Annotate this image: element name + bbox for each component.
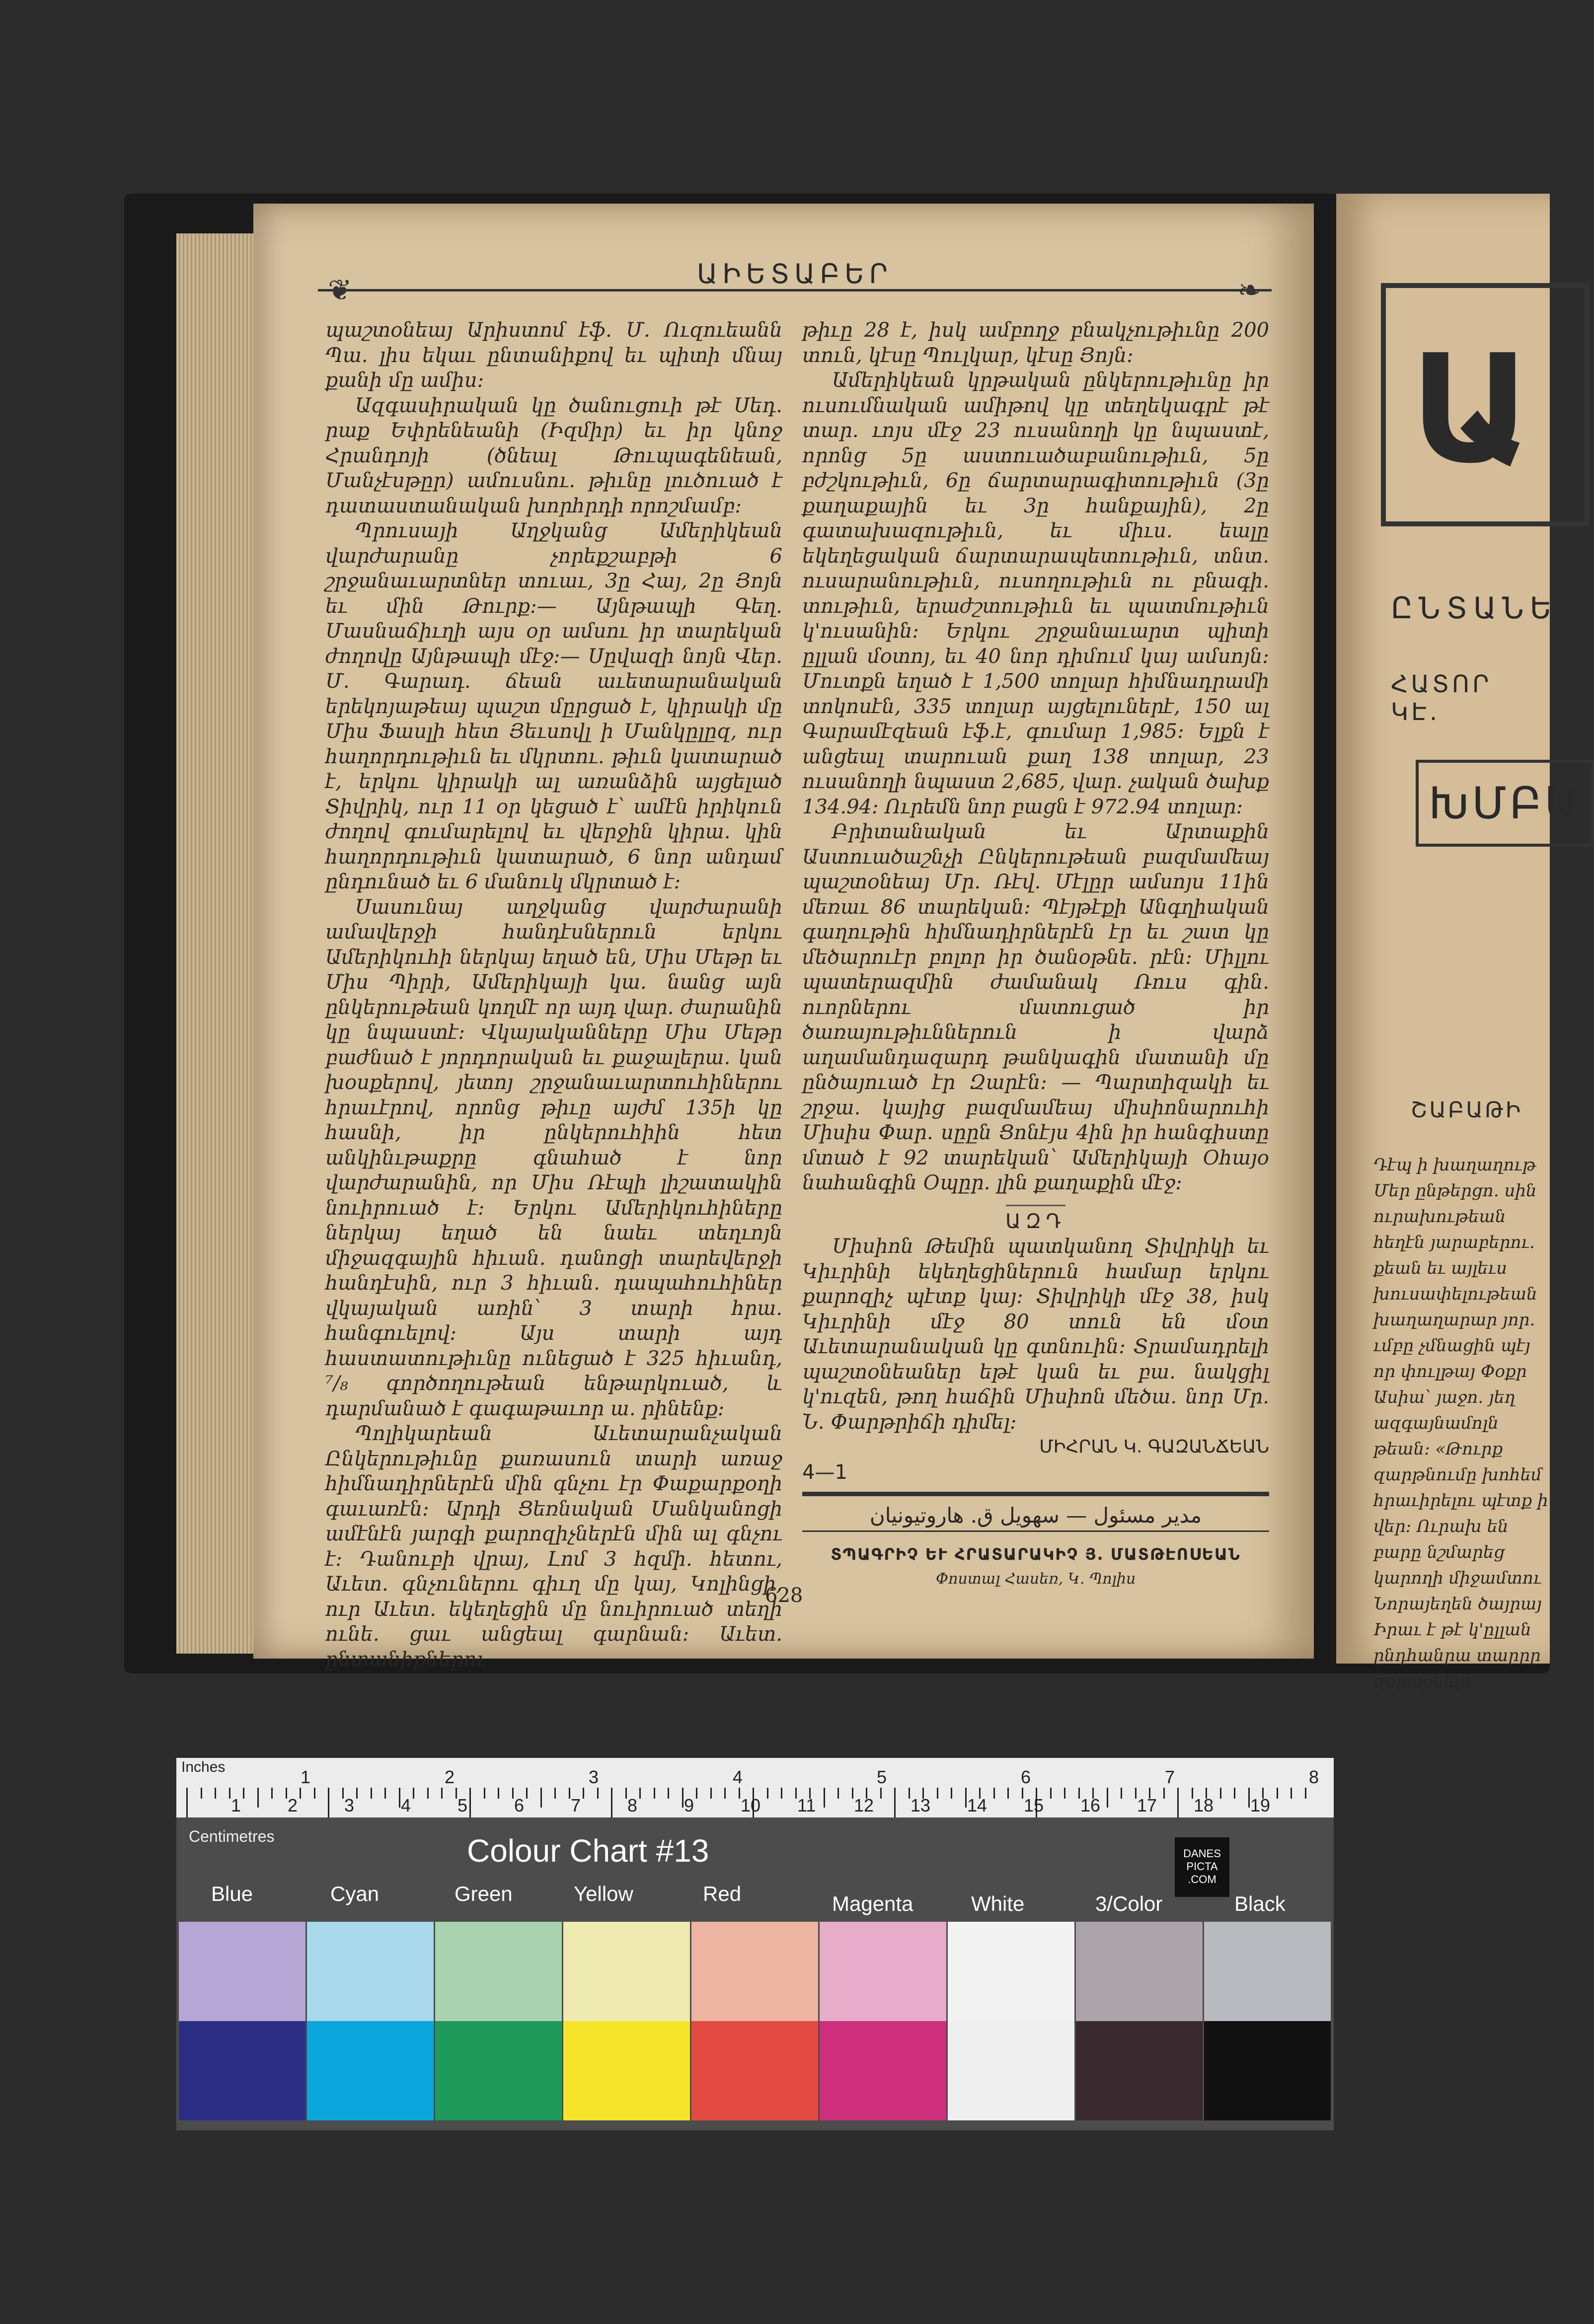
ruler-tick (1192, 1788, 1193, 1799)
swatch-bottom (820, 2021, 946, 2120)
ruler-tick (611, 1788, 612, 1817)
inch-number: 5 (877, 1767, 887, 1787)
swatch-label: Black (1234, 1892, 1286, 1915)
right-ornament-icon: ❧ (1237, 273, 1262, 307)
ruler-tick (654, 1788, 655, 1799)
ruler-tick (824, 1788, 825, 1808)
cm-number: 12 (854, 1795, 874, 1816)
ruler-tick (1305, 1788, 1306, 1799)
swatch-bottom (1076, 2021, 1203, 2120)
ruler-tick (314, 1788, 315, 1799)
swatch-label: Red (703, 1882, 742, 1905)
ruler-tick (937, 1788, 938, 1799)
inch-number: 2 (445, 1767, 455, 1787)
swatch-top (179, 1922, 305, 2021)
swatch-bottom (1204, 2021, 1331, 2120)
ruler-tick (1064, 1788, 1065, 1799)
paragraph: Ամերիկեան կրթական ընկերութիւնը իր ուսումնական ամիթով կը տեղեկագրէ թէ տար. ւոյս մէջ 23 ուսանողի կը նպաստէ, որոնց 5ը աստուածաբանութիւն, 5ը բժշկութիւն, 6ը ճարտարագիտութիւն (3ը քաղաքային եւ 3ը հանքային), 2ը գատախազութիւն, եւ միւս. եալը եկեղեցական ճարտարապետութիւն, տնտ. ուսարանութիւն, ուսողութիւն ու բնագի. տութիւն, երաժշտութիւն եւ պատմութիւն կ'ուսանին։ Երկու շրջանաւարտ պիտի ըլլան մօտոյ, եւ 40 նոր դիմում կայ ամսոյն։ Մուտքն եղած է 1,500 տոլար հիմնադրամի տոկոսէն, 335 տոլար այցելուներէ, 150 ալ Գարամէզեան էֆ.է, գումար 1,985։ Ելքն է անցեալ տարուան քաղ 138 տոլար, 23 ուսանողի նպաստ 2,685, վար. չական ծախք 134.94։ Ուրեմն նոր բացն է 972.94 տոլար։ (802, 369, 1269, 818)
ruler-tick (909, 1788, 910, 1799)
notice-paragraph: Միսիոն Թեմին պատկանող Տիվրիկի եւ Կիւրինի եկեղեցիներուն համար երկու քարոզիչ պէտք կայ։ Տիվրիկի մէջ 38, իսկ Կիւրինի մէջ 80 տուն են մօտ Աւետարանական կը գտնուին։ Տրամադրելի պաշտօնեաներ եթէ կան եւ բա. նակցիլ կ'ուզեն, թող հաճին Միսիոն մեծա. նոր Մր. Ն. Փարթրիճի դիմել։ (802, 1235, 1269, 1434)
ruler-tick (639, 1788, 641, 1799)
imprint-address: Փոստալ Հասեռ, Կ. Պոլիս (935, 1570, 1136, 1588)
ruler-tick (498, 1788, 499, 1799)
inch-number: 4 (733, 1767, 743, 1787)
ruler-tick (1177, 1788, 1179, 1817)
ruler-tick (1163, 1788, 1165, 1799)
left-ornament-icon: ❦ (328, 273, 352, 307)
imprint: ՏՊԱԳՐԻՉ ԵՒ ՀՐԱՏԱՐԱԿԻՉ Յ. ՄԱՏԹԷՈՍԵԱՆ (831, 1544, 1241, 1564)
ruler-tick (1220, 1788, 1221, 1799)
swatch-label: Cyan (330, 1882, 380, 1905)
ruler-tick (201, 1788, 202, 1799)
swatch-label: White (971, 1892, 1025, 1915)
ruler-tick (215, 1788, 216, 1799)
paragraph: Սասունայ աղջկանց վարժարանի ամավերջի հանդէսներուն երկու Ամերիկուհի ներկայ եղած են, Միս Մեթր եւ Միս Պիրի, Ամերիկայի կա. նանց այն ընկերութեան կողմէ որ այդ վար. ժարանին կը նպաստէ։ Վկայականները Միս Մեթր բաժնած է յորդորական եւ քաջալերա. կան խօսքերով, յետոյ շրջանաւարտուհիներու հրաւէրով, որոնց թիւը այժմ 135ի կը հասնի, իր ընկերուհիին հետ անկինւթաքրը գնահած է նոր վարժարանին, որ Միս Ռէպի լիշատակին նուիրուած է։ Երկու Ամերիկուհիները ներկայ եղած են նաեւ տեղւոյն միջազգային հիւան. դանոցի տարեվերջի հանդէսին, ուր 3 հիւան. դապահուհիներ վկայական առին՝ 3 տարի հրա. հանգուելով։ Այս տարի այդ հաստատութիւնը ունեցած է 325 հիւանդ, ⁷/₈ գործողութեան ենթարկուած, և դարմանած է գագաթաւոր ա. րինենք։ (325, 895, 782, 1420)
swatch-top (1076, 1922, 1203, 2021)
swatch-top (435, 1922, 562, 2021)
footer-thin-rule (802, 1530, 1269, 1532)
ruler-tick (554, 1788, 556, 1799)
ruler-tick (1135, 1788, 1137, 1799)
cm-number: 17 (1137, 1795, 1157, 1816)
cm-number: 8 (627, 1795, 638, 1816)
ruler-tick (455, 1788, 457, 1799)
ruler-tick (540, 1788, 542, 1808)
ruler-tick (469, 1788, 471, 1817)
cm-number: 1 (231, 1795, 241, 1816)
ruler-tick (880, 1788, 882, 1799)
ruler-tick (852, 1788, 853, 1799)
cm-number: 4 (401, 1795, 411, 1816)
paragraph: թիւը 28 է, իսկ ամբողջ բնակչութիւնը 200 տուն, կէսը Պուլկար, կէսը Յոյն։ (802, 319, 1269, 367)
ruler-tick (583, 1788, 584, 1799)
swatch-bottom (179, 2021, 305, 2120)
ruler-tick (710, 1788, 712, 1799)
danes-picta-logo: DANES PICTA .COM (1175, 1837, 1229, 1897)
ruler-tick (328, 1788, 329, 1817)
swatch-label: Magenta (832, 1892, 913, 1915)
issue-number: 4—1 (802, 1460, 847, 1484)
cm-number: 6 (514, 1795, 525, 1816)
ruler-tick (512, 1788, 514, 1799)
inch-number: 3 (589, 1767, 599, 1787)
ruler-tick (1107, 1788, 1108, 1808)
ruler-tick (569, 1788, 570, 1799)
cm-number: 15 (1024, 1795, 1044, 1816)
swatch-bottom (307, 2021, 434, 2120)
swatch-top (691, 1922, 818, 2021)
swatch-label: Green (455, 1882, 513, 1905)
ruler-tick (186, 1788, 188, 1817)
swatch-label: Blue (211, 1882, 253, 1905)
colour-chart (176, 1758, 1334, 2130)
right-page-volume: ՀԱՏՈՐ ԿԷ. (1391, 670, 1492, 726)
chart-title: Colour Chart #13 (467, 1833, 709, 1869)
right-page-heading: ԸՆՏԱՆԵ (1391, 591, 1558, 626)
ruler-tick (356, 1788, 358, 1799)
swatch-labels (176, 1882, 1334, 1915)
paragraph: Ազգասիրական կը ծանուցուի թէ Սեդ. րաք Եփրենեանի (Իզմիր) եւ իր կնոջ Հրանդոյի (ծնեալ Թուպագենեան, Մանչէսթըր) ամուսնու. թիւնը լուծուած է դատաստանական խորհրդի որոշմամբ։ (325, 394, 782, 517)
inch-number: 1 (301, 1767, 311, 1787)
ruler-tick (1290, 1788, 1292, 1799)
paragraph: պաշտօնեայ Արիստոմ էֆ. Մ. Ուզուեանն Պա. լիս եկաւ ընտանիքով եւ պիտի մնայ քանի մը ամիս։ (325, 319, 782, 392)
cm-number: 9 (684, 1795, 694, 1816)
ruler-tick (1277, 1788, 1278, 1799)
swatch-top (948, 1922, 1074, 2021)
cm-number: 13 (911, 1795, 931, 1816)
ruler-tick (965, 1788, 967, 1808)
paragraph: Պրուսայի Աղջկանց Ամերիկեան վարժարանը չորեքշաբթի 6 շրջանաւարտներ տուաւ, 3ը Հայ, 2ը Յոյն եւ մին Թուրք։— Այնթապի Գեղ. Մասնաճիւղի այս օր ամսու իր տարեկան ժողովը Այնթապի մէջ։— Սըվազի նոյն Վեր. Մ. Գարադ. ճեան աւետարանական երեկոյաթեայ պաշտ մըրցած է, կիրակի մը Միս Ֆասլի հետ Յեւսովլ ի Մանկըլըզ, ուր հաղորդութիւն եւ մկրտու. թիւն կատարած է, երկու կիրակի ալ առանձին այցելած Տիվրիկ, ուր 11 օր կեցած է՝ ամէն իրիկուն ժողով գումարելով եւ վերջին կիրա. կին հաղորդութիւն կատարած, 6 նոր անդամ ընդունած եւ 6 մանուկ մկրտած է։ (325, 519, 782, 893)
page-number: 628 (765, 1584, 803, 1607)
right-page-section: ԽՄԲԱ (1416, 760, 1594, 847)
ruler-tick (625, 1788, 627, 1799)
footer-rule (802, 1492, 1269, 1496)
section-divider (1006, 1205, 1065, 1206)
ruler-tick (739, 1788, 740, 1799)
ruler-tick (724, 1788, 726, 1799)
inch-number: 6 (1021, 1767, 1031, 1787)
page-header (318, 258, 1272, 308)
ruler-tick (951, 1788, 952, 1799)
ruler-tick (286, 1788, 287, 1799)
swatch-top (820, 1922, 946, 2021)
ruler-tick (371, 1788, 372, 1799)
cm-number: 3 (344, 1795, 355, 1816)
section-title: ԱԶԴ (1005, 1210, 1066, 1233)
ruler-tick (427, 1788, 429, 1799)
cm-number: 19 (1250, 1795, 1271, 1816)
ruler-tick (384, 1788, 386, 1799)
left-column (325, 318, 782, 1672)
ottoman-editor-line: مدير مسئول — سهویل ق. هاروتیونیان (869, 1503, 1202, 1527)
ruler-tick (229, 1788, 230, 1799)
swatch-label: 3/Color (1095, 1892, 1163, 1915)
ruler-tick (399, 1788, 400, 1808)
cm-number: 5 (457, 1795, 468, 1816)
centimetres-label: Centimetres (189, 1827, 275, 1845)
ruler-tick (795, 1788, 797, 1799)
ruler-tick (1234, 1788, 1235, 1799)
cm-number: 2 (288, 1795, 298, 1816)
cm-number: 16 (1080, 1795, 1101, 1816)
right-page-subheading: ՇԱԲԱԹԻ (1411, 1097, 1523, 1123)
ruler-tick (781, 1788, 782, 1799)
paragraph: Պոլիկարեան Աւետարանչական Ընկերութիւնը քառասուն տարի առաջ հիմնադիրներէն մին գնչու էր Փաքարքօղի գաւառէն։ Արդի Ցեռնական Մանկանոցի ամէնէն յարգի քարոզիչներէն մին ալ գնչու է։ Դանուբի վրայ, Լոմ 3 հզմի. հետու, Աւետ. գնչուներու գիւղ մը կայ, Կոլինցի, ուր Աւետ. եկեղեցին մը նուիրուած տեղի ունե. ցաւ անցեալ գարնան։ Աւետ. ընտանիքներու (325, 1422, 782, 1671)
ruler-tick (484, 1788, 485, 1799)
swatch-top (307, 1922, 434, 2021)
ruler-tick (1022, 1788, 1023, 1799)
cm-number: 10 (741, 1795, 761, 1816)
signature: ՄԻՀՐԱՆ Կ. ԳԱԶԱՆՃԵԱՆ (1039, 1437, 1269, 1457)
right-column (802, 318, 1269, 1592)
ruler-tick (1121, 1788, 1122, 1799)
cm-number: 7 (571, 1795, 581, 1816)
swatch-bottom (563, 2021, 690, 2120)
inch-number: 7 (1165, 1767, 1175, 1787)
cm-number: 11 (797, 1795, 816, 1816)
ruler-tick (441, 1788, 443, 1799)
initial-letter: Ա (1411, 323, 1532, 496)
ruler-tick (767, 1788, 768, 1799)
ruler-tick (668, 1788, 669, 1799)
ruler-tick (257, 1788, 259, 1808)
right-page (1336, 194, 1581, 1691)
swatch-label: Yellow (574, 1882, 633, 1905)
ruler-tick (300, 1788, 301, 1799)
ruler-tick (243, 1788, 244, 1799)
swatch-bottom (691, 2021, 818, 2120)
ruler-tick (271, 1788, 273, 1799)
ruler-tick (342, 1788, 344, 1799)
ruler-tick (993, 1788, 995, 1799)
ruler-tick (1050, 1788, 1052, 1799)
page-edges (176, 233, 258, 1654)
ruler-tick (413, 1788, 414, 1799)
swatch-bottom (435, 2021, 562, 2120)
ruler-tick (696, 1788, 697, 1799)
journal-title: ԱԻԵՏԱԲԵՐ (696, 258, 893, 290)
paragraph: Բրիտանական եւ Արտաքին Աստուածաշնչի Ընկերութեան բազմամեայ պաշտօնեայ Մր. Ռէվ. Մէլըր ամսոյս 11ին մեռաւ 86 տարեկան։ Պէյթէքի Անգղիական գաղութին հիմնադիրներէն էր եւ շատ կը մեծարուէր բոլոր իր ծանօթնե. րէն։ Միլլու պատերազմին ժամանակ Ռուս գին. ուորներու մատուցած իր ծառայութիւններուն ի վարձ աղամանդազարդ թանկագին մատանի մը ընծայուած էր Զարէն։ — Պարտիզակի եւ շրջա. կայից բազմամեայ միսիոնարուհի Միսիս Փար. սըըն Ցոնէյս 4ին իր հանգիստը մտած է 92 տարեկան՝ Ամերիկայի Օհայօ նահանգին Օպըր. լին քաղաքին մէջ։ (802, 820, 1269, 1194)
ruler-tick (526, 1788, 528, 1799)
ruler-tick (597, 1788, 599, 1799)
cm-number: 14 (967, 1795, 987, 1816)
ruler-tick (1078, 1788, 1080, 1799)
ruler-tick (894, 1788, 896, 1817)
ruler-tick (1007, 1788, 1009, 1799)
cm-number: 18 (1194, 1795, 1214, 1816)
swatch-top (1204, 1922, 1331, 2021)
ruler-tick (1248, 1788, 1250, 1808)
ruler-tick (682, 1788, 683, 1808)
swatch-bottom (948, 2021, 1074, 2120)
inch-number: 8 (1309, 1767, 1319, 1787)
right-page-text: Դէպ ի խաղաղութ Մեր ընթերցո. սին ուրախութեան հեղէն յարաբերու. քեան եւ այլեւս խուսափելութեան խաղաղարար յոր. ւմբը չմնացին պէյ որ փուլթայ Փօքր Ասիա՝ յաջո. յեղ ազգայնամոլն թեան։ «Թուրք զարթնումը խոհեմ հրաւիրելու պէտք ի վեր։ Ուրախ են բարը նշմարեց կարողի միջամտու Նորայեղեն ծայրայ Իրաւ է թէ կ'ըլլան ընդհանրա տարրը զօրացնելո (1373, 1155, 1548, 1691)
ruler-tick (837, 1788, 839, 1799)
swatch-top (563, 1922, 690, 2021)
inches-label: Inches (181, 1759, 226, 1775)
